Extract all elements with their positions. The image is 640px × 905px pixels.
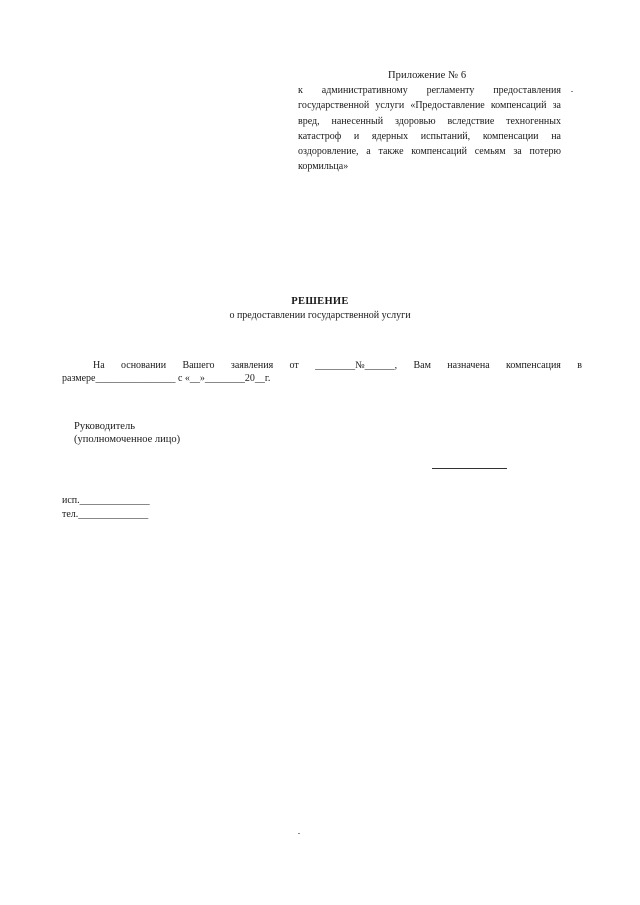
body-word: от (289, 360, 299, 371)
body-word: назначена (447, 360, 490, 371)
scan-speck (298, 833, 300, 834)
body-word: Вам (413, 360, 431, 371)
scan-speck (571, 91, 573, 92)
decision-body-line2: размере________________ с «__»________20__г. (62, 373, 271, 384)
decision-title: РЕШЕНИЕ (291, 296, 349, 307)
signer-block (74, 420, 180, 446)
appendix-title: Приложение № 6 (388, 70, 467, 81)
application-number-field: ________№______, (315, 360, 398, 371)
contact-block (62, 494, 150, 522)
body-word: На (93, 360, 105, 371)
body-word: Вашего (182, 360, 215, 371)
executor-field: исп.______________ (62, 495, 150, 506)
signer-note: (уполномоченное лицо) (74, 434, 181, 445)
appendix-text: к административному регламенту предоставления государственной услуги «Предоставление компенсаций за вред, нанесенный здоровью вследствие техногенных катастроф и ядерных испытаний, компенсации на оздоровление, а также компенсаций семьям за потерю кормильца» (298, 85, 561, 173)
decision-body-line1 (93, 360, 582, 371)
phone-field: тел.______________ (62, 509, 149, 520)
body-word: в (577, 360, 582, 371)
body-word: заявления (230, 360, 274, 371)
body-word: основании (121, 360, 167, 371)
decision-subtitle: о предоставлении государственной услуги (229, 310, 411, 321)
signer-position: Руководитель (74, 421, 135, 432)
body-word: компенсация (505, 360, 561, 371)
signature-line (432, 468, 507, 469)
